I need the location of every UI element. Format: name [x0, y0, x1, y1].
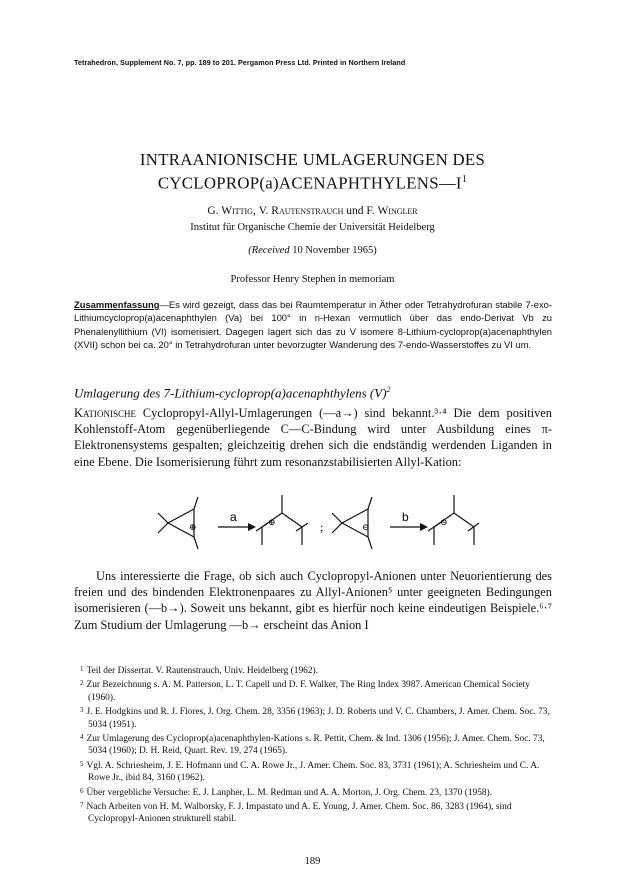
author-list: [60, 205, 565, 217]
author-wittig: G. Wittig,: [207, 205, 256, 217]
footnote: [74, 785, 552, 799]
footnote-mark: 6: [80, 786, 84, 795]
title-line-2-text: CYCLOPROP(a)ACENAPHTHYLENS—I: [157, 173, 462, 193]
footnote-text: Über vergebliche Versuche: E. J. Lanpher, L. M. Redman und A. A. Morton, J. Org. Chem. 23, 1370 (1958).: [86, 787, 493, 798]
section-footnote-mark: 2: [386, 385, 391, 394]
footnote-text: Teil der Dissertat. V. Rautenstrauch, Univ. Heidelberg (1962).: [86, 666, 318, 676]
section-heading-text: Umlagerung des 7-Lithium-cycloprop(a)acenaphthylens (V): [74, 385, 387, 401]
footnote-mark: 2: [80, 679, 84, 688]
author-wingler: F. Wingler: [366, 205, 418, 217]
section-heading: [74, 385, 391, 401]
footnote: [74, 663, 552, 677]
institute: Institut für Organische Chemie der Universität Heidelberg: [190, 222, 435, 233]
abstract: [74, 298, 552, 352]
received-day: 10 November: [292, 245, 350, 256]
page-number: 189: [304, 856, 321, 867]
dedication: Professor Henry Stephen in memoriam: [230, 274, 395, 285]
abstract-text: —Es wird gezeigt, dass das bei Raumtemperatur in Äther oder Tetrahydrofuran stabile 7-exo-Lithiumcycloprop(a)acenaphthylen (Va) bei 100° in n-Hexan vermutlich über das endo-Derivat Vb zu Phenalenyllithium (VI) isomerisiert. Dagegen lagert sich das zu V isomere 8-Lithium-cycloprop(a)acenaphthylen (XVII) schon bei ca. 20° in Tetrahydrofuran unter bevorzugter Wanderung des 7-endo-Wasserstoffes zu VI um.: [74, 299, 552, 351]
footnote-text: J. E. Hodgkins und R. J. Flores, J. Org. Chem. 28, 3356 (1963); J. D. Roberts und V. C. Chambers, J. Amer. Chem. Soc. 73, 5034 (1951).: [86, 707, 550, 730]
footnote-mark: 3: [80, 706, 84, 715]
title-line-2: [60, 170, 565, 194]
footnote: [74, 758, 552, 785]
footnote: [74, 677, 552, 704]
footnote-mark: 1: [80, 665, 84, 673]
paragraph-1-lead: Kationische: [74, 406, 136, 420]
allyl-anion-structure: [428, 495, 479, 545]
footnote-text: Zur Bezeichnung s. A. M. Patterson, L. T. Capell und D. F. Walker, The Ring Index 3987. American Chemical Society (1960).: [86, 680, 530, 703]
paragraph-1: [74, 405, 552, 470]
footnote-text: Zur Umlagerung des Cycloprop(a)acenaphthylen-Kations s. R. Pettit, Chem. & Ind. 1306 (1956); J. Amer. Chem. Soc. 73, 5034 (1960); D. H. Reid, Quart. Rev. 19, 274 (1965).: [86, 734, 545, 757]
footnote-mark: 5: [80, 759, 84, 768]
article-title: [60, 150, 565, 194]
arrow-b-head: [420, 523, 428, 531]
author-rautenstrauch: V. Rautenstrauch: [258, 205, 344, 217]
scheme-separator: ;: [320, 520, 324, 534]
footnote: [74, 731, 552, 758]
paragraph-2: Uns interessierte die Frage, ob sich auch Cyclopropyl-Anionen unter Neuorientierung des freien und des bindenden Elektronenpaares zu Allyl-Anionen⁵ unter geeigneten Bedingungen isomerisieren (—b→). Soweit uns bekannt, gibt es hierfür noch keine eindeutigen Beispiele.⁶·⁷ Zum Studium der Umlagerung —b→ erscheint das Anion I: [74, 569, 552, 632]
cation-charge-left: ⊕: [189, 522, 197, 532]
reaction-scheme: [150, 493, 480, 557]
arrow-a-label: a: [230, 510, 237, 524]
arrow-a-head: [248, 523, 256, 531]
footnote-text: Nach Arbeiten von H. M. Walborsky, F. J. Impastato und A. E. Young, J. Amer. Chem. Soc. 86, 3283 (1964), sind Cyclopropyl-Anionen strukturell stabil.: [86, 802, 512, 825]
abstract-lead: Zusammenfassung: [74, 299, 160, 310]
footnote-text: Vgl. A. Schriesheim, J. E. Hofmann und C. A. Rowe Jr., J. Amer. Chem. Soc. 83, 3731 (1961); A. Schriesheim und C. A. Rowe Jr., ibid 84, 3160 (1962).: [86, 760, 540, 784]
footnote-mark: 7: [80, 801, 84, 810]
footnote: [74, 704, 552, 731]
arrow-b-label: b: [402, 510, 409, 524]
anion-charge-left: ⊖: [362, 522, 370, 532]
footnotes: [74, 663, 552, 826]
title-footnote-mark: 1: [461, 174, 468, 185]
received-label: (Received: [248, 245, 290, 256]
footnote: [74, 799, 552, 826]
anion-charge-right: ⊖: [440, 517, 448, 527]
journal-reference: Tetrahedron, Supplement No. 7, pp. 189 to 201. Pergamon Press Ltd. Printed in Northern Ireland: [74, 58, 406, 67]
author-conjunction: und: [346, 205, 364, 217]
title-line-1: INTRAANIONISCHE UMLAGERUNGEN DES: [139, 150, 486, 169]
received-date: [60, 245, 565, 256]
received-year: 1965): [352, 245, 377, 256]
paragraph-1-text: Cyclopropyl-Allyl-Umlagerungen (—a→) sind bekannt.³·⁴ Die dem positiven Kohlenstoff-Atom gegenüberliegende C—C-Bindung wird unter Ausbildung eines π-Elektronensystems gespalten; gleichzeitig drehen sich die endständig werdenden Liganden in eine Ebene. Die Isomerisierung führt zum resonanzstabilisierten Allyl-Kation:: [74, 406, 552, 469]
allyl-cation-structure: [256, 495, 308, 545]
cation-charge-middle: ⊕: [268, 517, 276, 527]
footnote-mark: 4: [80, 733, 84, 742]
